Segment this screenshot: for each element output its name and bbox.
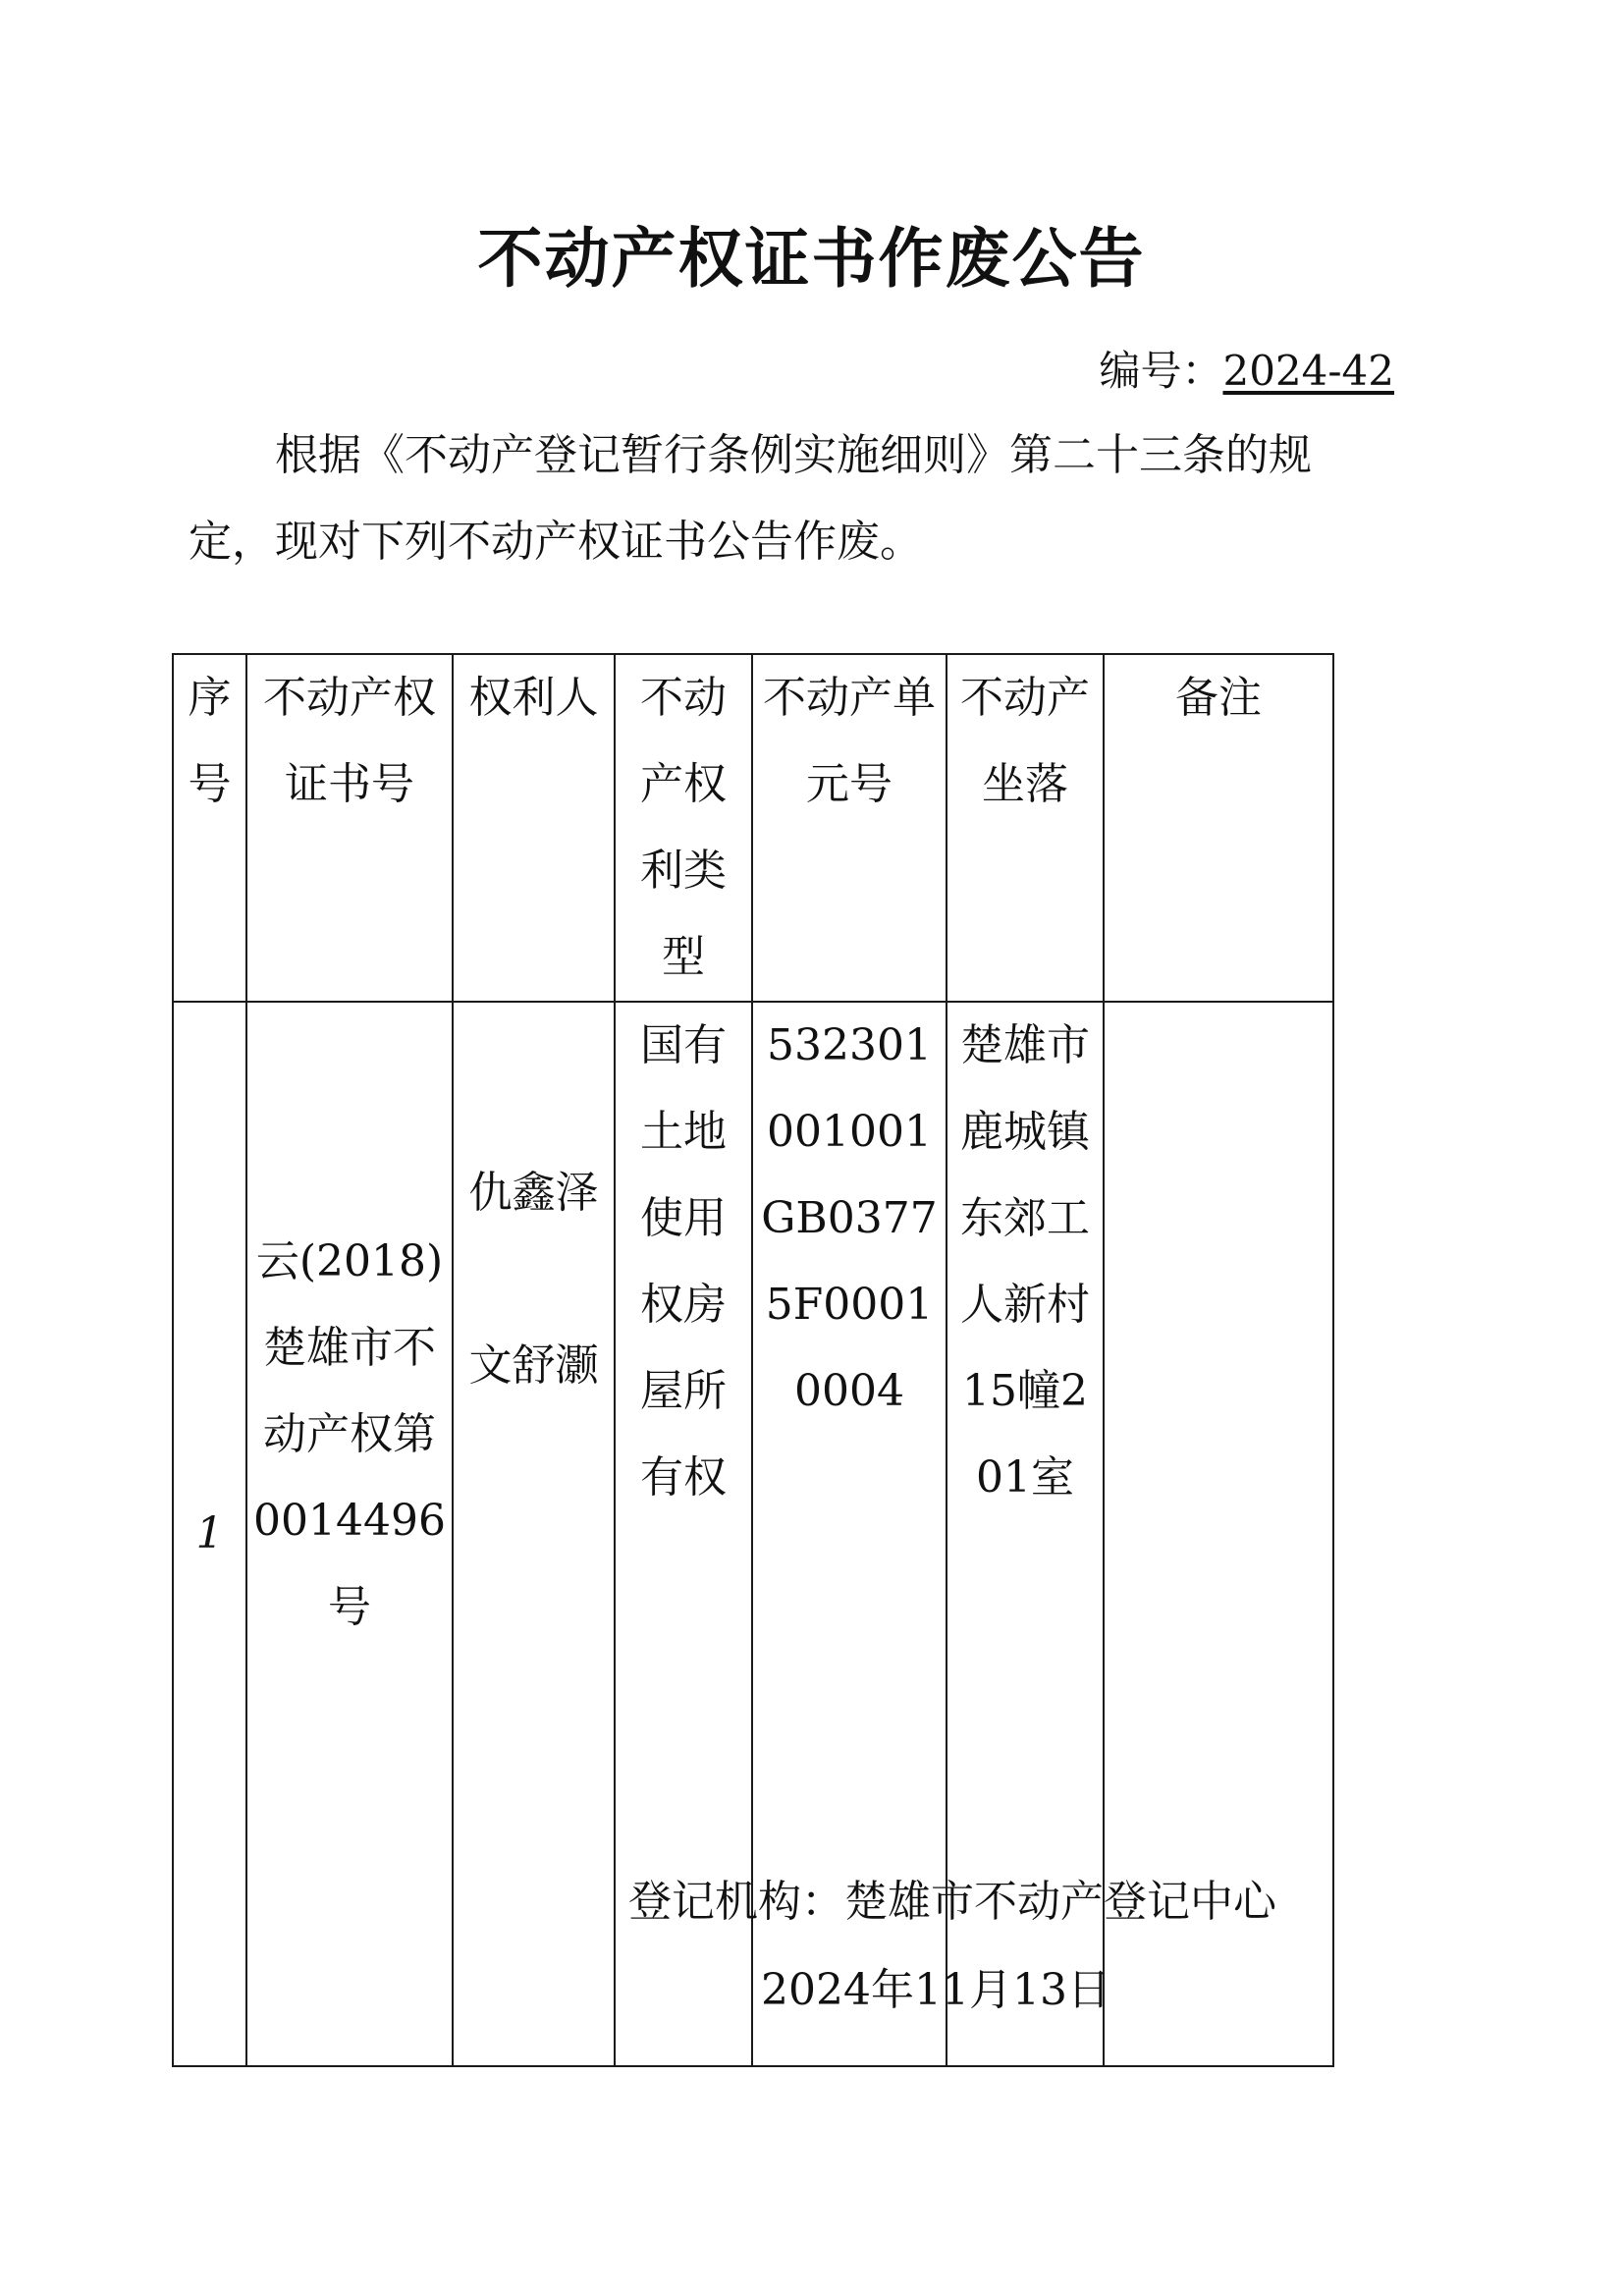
header-location: 不动产坐落 [947,654,1104,1002]
notice-date: 2024年11月13日 [761,1965,1110,2015]
header-holder: 权利人 [453,654,615,1002]
cell-right-type: 国有土地使用权房屋所有权 [615,1002,752,2066]
cell-seq: 1 [173,1002,246,2066]
document-number [1099,339,1394,398]
header-cert-no: 不动产权证书号 [246,654,453,1002]
intro-paragraph: 根据《不动产登记暂行条例实施细则》第二十三条的规定，现对下列不动产权证书公告作废。 [189,430,1312,567]
cell-holder [453,1002,615,2066]
document-number-value: 2024-42 [1222,347,1394,395]
cell-unit-no: 532301001001GB03775F00010004 [752,1002,947,2066]
header-seq: 序号 [173,654,246,1002]
holder-name: 仇鑫泽 [468,1168,599,1218]
certificate-table [172,653,1334,2067]
notice-title: 不动产权证书作废公告 [477,221,1146,297]
cell-location: 楚雄市鹿城镇东郊工人新村15幢201室 [947,1002,1104,2066]
header-remark: 备注 [1104,654,1333,1002]
document-number-label: 编号： [1099,347,1223,395]
registration-authority: 登记机构：楚雄市不动产登记中心 [628,1877,1276,1927]
table-header-row [173,654,1333,1002]
holder-name: 文舒灏 [468,1340,599,1391]
header-unit-no: 不动产单元号 [752,654,947,1002]
header-right-type: 不动产权利类型 [615,654,752,1002]
cell-cert-no: 云(2018)楚雄市不动产权第0014496号 [246,1002,453,2066]
